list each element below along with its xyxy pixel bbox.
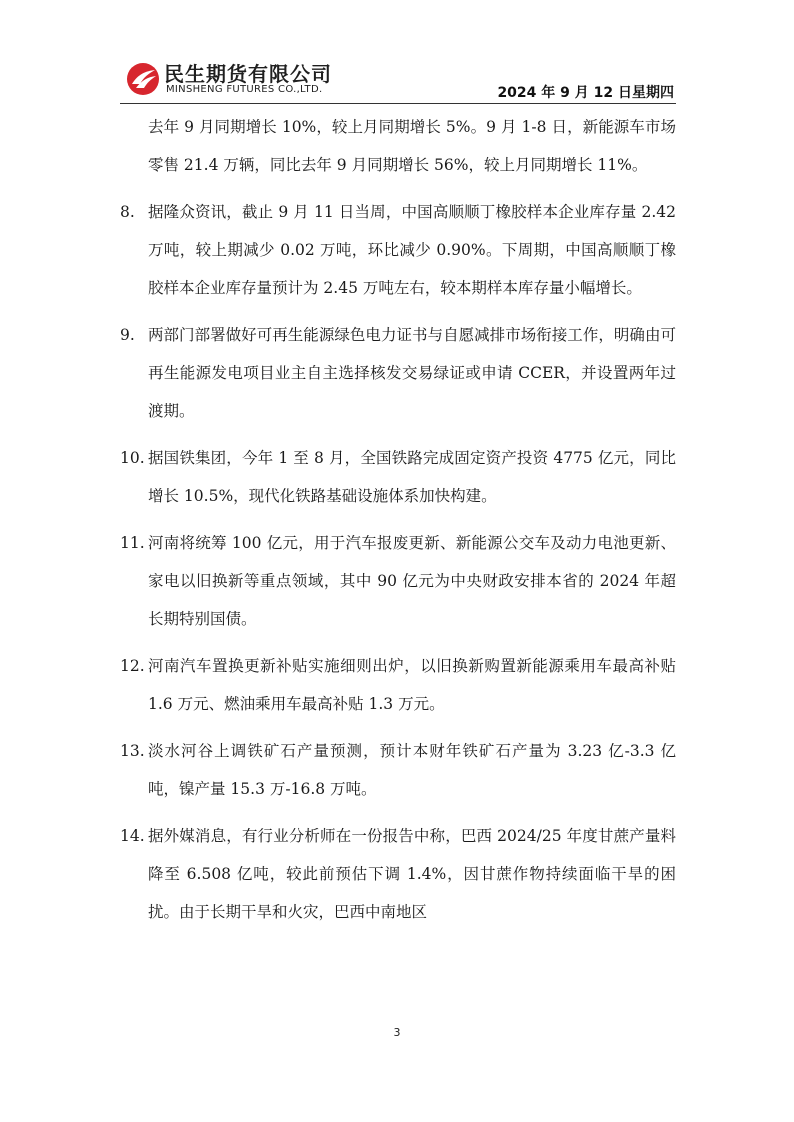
continued-paragraph: 去年 9 月同期增长 10%，较上月同期增长 5%。9 月 1-8 日，新能源车市场零售 21.4 万辆，同比去年 9 月同期增长 56%，较上月同期增长 11%。 xyxy=(148,118,676,174)
item-number: 13. xyxy=(120,742,145,760)
page-header xyxy=(120,52,676,104)
report-date: 2024 年 9 月 12 日星期四 xyxy=(497,85,674,101)
list-item xyxy=(120,647,676,723)
item-number: 11. xyxy=(120,534,145,552)
item-text: 据国铁集团，今年 1 至 8 月，全国铁路完成固定资产投资 4775 亿元，同比增长 10.5%，现代化铁路基础设施体系加快构建。 xyxy=(148,449,676,505)
minsheng-logo-icon xyxy=(126,62,160,96)
list-item xyxy=(120,439,676,515)
item-number: 9. xyxy=(120,326,135,344)
list-item xyxy=(120,524,676,638)
item-number: 12. xyxy=(120,657,145,675)
company-name-cn: 民生期货有限公司 xyxy=(164,62,332,86)
news-list xyxy=(120,108,676,940)
company-logo xyxy=(120,56,380,102)
item-text: 河南将统筹 100 亿元，用于汽车报废更新、新能源公交车及动力电池更新、家电以旧换新等重点领域，其中 90 亿元为中央财政安排本省的 2024 年超长期特别国债。 xyxy=(148,534,676,628)
list-item xyxy=(120,193,676,307)
item-number: 14. xyxy=(120,827,145,845)
item-text: 据隆众资讯，截止 9 月 11 日当周，中国高顺顺丁橡胶样本企业库存量 2.42 万吨，较上期减少 0.02 万吨，环比减少 0.90%。下周期，中国高顺顺丁橡胶样本企业库存量预计为 2.45 万吨左右，较本期样本库存量小幅增长。 xyxy=(148,203,676,297)
list-item xyxy=(120,732,676,808)
item-text: 淡水河谷上调铁矿石产量预测，预计本财年铁矿石产量为 3.23 亿-3.3 亿吨，镍产量 15.3 万-16.8 万吨。 xyxy=(148,742,676,798)
item-number: 8. xyxy=(120,203,135,221)
list-item xyxy=(120,316,676,430)
item-text: 据外媒消息，有行业分析师在一份报告中称，巴西 2024/25 年度甘蔗产量料降至 6.508 亿吨，较此前预估下调 1.4%，因甘蔗作物持续面临干旱的困扰。由于长期干旱和火灾，巴西中南地区 xyxy=(148,827,676,921)
item-text: 河南汽车置换更新补贴实施细则出炉，以旧换新购置新能源乘用车最高补贴 1.6 万元、燃油乘用车最高补贴 1.3 万元。 xyxy=(148,657,676,713)
item-text: 两部门部署做好可再生能源绿色电力证书与自愿减排市场衔接工作，明确由可再生能源发电项目业主自主选择核发交易绿证或申请 CCER，并设置两年过渡期。 xyxy=(148,326,676,420)
list-item xyxy=(120,817,676,931)
company-name-en: MINSHENG FUTURES CO.,LTD. xyxy=(166,84,323,95)
header-divider xyxy=(120,103,676,104)
item-number: 10. xyxy=(120,449,145,467)
page-number: 3 xyxy=(393,1026,401,1039)
